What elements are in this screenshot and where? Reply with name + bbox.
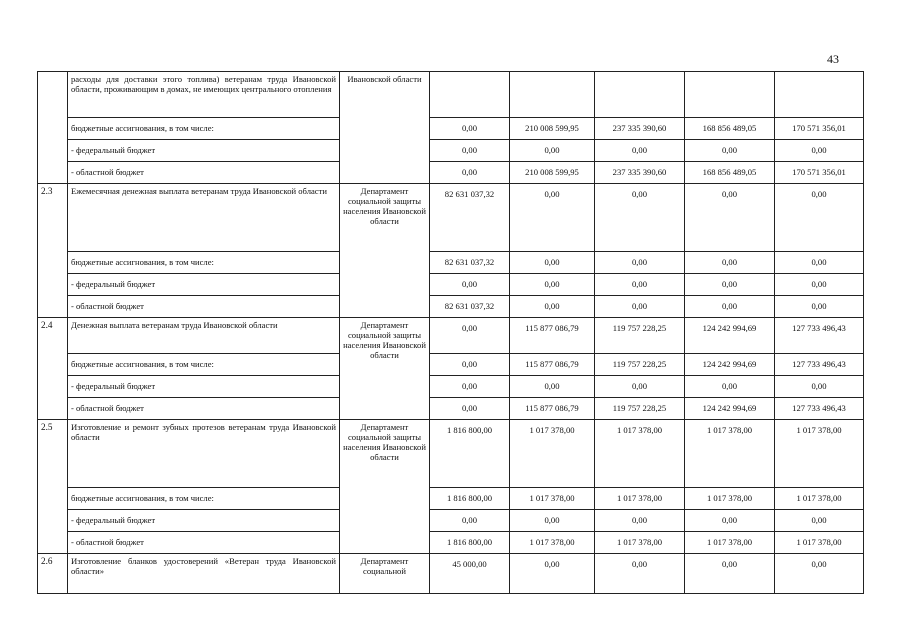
amount-cell: 0,00 bbox=[595, 296, 685, 318]
table-row bbox=[38, 296, 864, 318]
amount-cell: 0,00 bbox=[775, 274, 864, 296]
amount-cell: 127 733 496,43 bbox=[775, 318, 864, 354]
amount-cell: 0,00 bbox=[595, 510, 685, 532]
amount-cell: 115 877 086,79 bbox=[510, 354, 595, 376]
amount-cell bbox=[510, 72, 595, 118]
amount-cell: 0,00 bbox=[685, 274, 775, 296]
amount-cell: 0,00 bbox=[430, 140, 510, 162]
amount-cell: 1 017 378,00 bbox=[510, 488, 595, 510]
amount-cell: 119 757 228,25 bbox=[595, 354, 685, 376]
budget-table bbox=[37, 71, 864, 594]
amount-cell: 0,00 bbox=[685, 376, 775, 398]
item-number: 2.4 bbox=[38, 318, 68, 420]
amount-cell: 45 000,00 bbox=[430, 554, 510, 594]
table-row bbox=[38, 72, 864, 118]
amount-cell: 0,00 bbox=[685, 510, 775, 532]
amount-cell: 0,00 bbox=[775, 376, 864, 398]
amount-cell: 170 571 356,01 bbox=[775, 162, 864, 184]
table-row bbox=[38, 140, 864, 162]
amount-cell: 1 816 800,00 bbox=[430, 488, 510, 510]
amount-cell: 1 017 378,00 bbox=[595, 488, 685, 510]
table-row bbox=[38, 354, 864, 376]
responsible-org: Ивановской области bbox=[340, 72, 430, 184]
budget-line-label: бюджетные ассигнования, в том числе: bbox=[68, 252, 340, 274]
budget-line-label: бюджетные ассигнования, в том числе: bbox=[68, 488, 340, 510]
amount-cell: 0,00 bbox=[510, 252, 595, 274]
amount-cell: 0,00 bbox=[430, 274, 510, 296]
table-row bbox=[38, 252, 864, 274]
amount-cell: 0,00 bbox=[685, 184, 775, 252]
amount-cell: 237 335 390,60 bbox=[595, 118, 685, 140]
amount-cell: 1 017 378,00 bbox=[595, 420, 685, 488]
amount-cell: 82 631 037,32 bbox=[430, 184, 510, 252]
item-name: Изготовление бланков удостоверений «Ветеран труда Ивановской области» bbox=[68, 554, 340, 594]
responsible-org: Департамент социальной защиты населения Ивановской области bbox=[340, 420, 430, 554]
amount-cell: 1 816 800,00 bbox=[430, 420, 510, 488]
amount-cell: 124 242 994,69 bbox=[685, 318, 775, 354]
budget-line-label: - областной бюджет bbox=[68, 162, 340, 184]
table-row bbox=[38, 118, 864, 140]
item-number bbox=[38, 72, 68, 184]
amount-cell: 1 017 378,00 bbox=[685, 532, 775, 554]
responsible-org: Департамент социальной защиты населения Ивановской области bbox=[340, 318, 430, 420]
amount-cell: 0,00 bbox=[510, 296, 595, 318]
amount-cell: 1 816 800,00 bbox=[430, 532, 510, 554]
amount-cell: 0,00 bbox=[595, 184, 685, 252]
item-number: 2.5 bbox=[38, 420, 68, 554]
amount-cell: 0,00 bbox=[510, 184, 595, 252]
amount-cell: 0,00 bbox=[775, 296, 864, 318]
responsible-org: Департамент социальной защиты населения Ивановской области bbox=[340, 184, 430, 318]
amount-cell: 168 856 489,05 bbox=[685, 162, 775, 184]
table-row bbox=[38, 318, 864, 354]
item-number: 2.6 bbox=[38, 554, 68, 594]
amount-cell: 127 733 496,43 bbox=[775, 354, 864, 376]
amount-cell: 119 757 228,25 bbox=[595, 398, 685, 420]
item-name: Ежемесячная денежная выплата ветеранам труда Ивановской области bbox=[68, 184, 340, 252]
amount-cell: 0,00 bbox=[595, 140, 685, 162]
amount-cell: 0,00 bbox=[775, 140, 864, 162]
amount-cell: 0,00 bbox=[430, 510, 510, 532]
item-name: расходы для доставки этого топлива) ветеранам труда Ивановской области, проживающим в домах, не имеющих центрального отопления bbox=[68, 72, 340, 118]
amount-cell: 0,00 bbox=[685, 140, 775, 162]
budget-line-label: - федеральный бюджет bbox=[68, 140, 340, 162]
amount-cell: 119 757 228,25 bbox=[595, 318, 685, 354]
amount-cell: 1 017 378,00 bbox=[775, 420, 864, 488]
amount-cell: 124 242 994,69 bbox=[685, 398, 775, 420]
amount-cell: 1 017 378,00 bbox=[685, 488, 775, 510]
amount-cell: 0,00 bbox=[430, 376, 510, 398]
amount-cell: 1 017 378,00 bbox=[775, 488, 864, 510]
amount-cell: 0,00 bbox=[595, 554, 685, 594]
amount-cell: 210 008 599,95 bbox=[510, 118, 595, 140]
responsible-org: Департамент социальной bbox=[340, 554, 430, 594]
amount-cell: 0,00 bbox=[775, 554, 864, 594]
table-row bbox=[38, 274, 864, 296]
amount-cell: 82 631 037,32 bbox=[430, 296, 510, 318]
amount-cell: 170 571 356,01 bbox=[775, 118, 864, 140]
amount-cell: 237 335 390,60 bbox=[595, 162, 685, 184]
amount-cell: 0,00 bbox=[775, 184, 864, 252]
table-row bbox=[38, 184, 864, 252]
amount-cell bbox=[775, 72, 864, 118]
amount-cell: 0,00 bbox=[430, 318, 510, 354]
table-row bbox=[38, 510, 864, 532]
amount-cell: 0,00 bbox=[685, 296, 775, 318]
table-row bbox=[38, 398, 864, 420]
amount-cell: 210 008 599,95 bbox=[510, 162, 595, 184]
budget-line-label: бюджетные ассигнования, в том числе: bbox=[68, 118, 340, 140]
budget-line-label: - областной бюджет bbox=[68, 398, 340, 420]
budget-line-label: - федеральный бюджет bbox=[68, 376, 340, 398]
table-row bbox=[38, 420, 864, 488]
budget-line-label: - областной бюджет bbox=[68, 296, 340, 318]
budget-line-label: - областной бюджет bbox=[68, 532, 340, 554]
amount-cell: 0,00 bbox=[685, 554, 775, 594]
amount-cell: 1 017 378,00 bbox=[595, 532, 685, 554]
amount-cell: 1 017 378,00 bbox=[775, 532, 864, 554]
amount-cell: 0,00 bbox=[595, 376, 685, 398]
amount-cell: 0,00 bbox=[510, 274, 595, 296]
amount-cell bbox=[430, 72, 510, 118]
amount-cell: 124 242 994,69 bbox=[685, 354, 775, 376]
amount-cell: 0,00 bbox=[775, 252, 864, 274]
table-row bbox=[38, 554, 864, 594]
budget-line-label: бюджетные ассигнования, в том числе: bbox=[68, 354, 340, 376]
amount-cell: 0,00 bbox=[510, 510, 595, 532]
amount-cell: 168 856 489,05 bbox=[685, 118, 775, 140]
amount-cell: 1 017 378,00 bbox=[510, 420, 595, 488]
amount-cell: 0,00 bbox=[685, 252, 775, 274]
amount-cell: 127 733 496,43 bbox=[775, 398, 864, 420]
budget-line-label: - федеральный бюджет bbox=[68, 274, 340, 296]
budget-line-label: - федеральный бюджет bbox=[68, 510, 340, 532]
amount-cell: 0,00 bbox=[430, 118, 510, 140]
amount-cell: 0,00 bbox=[595, 252, 685, 274]
item-name: Денежная выплата ветеранам труда Ивановской области bbox=[68, 318, 340, 354]
amount-cell: 0,00 bbox=[430, 398, 510, 420]
amount-cell bbox=[595, 72, 685, 118]
amount-cell: 0,00 bbox=[430, 162, 510, 184]
table-row bbox=[38, 532, 864, 554]
table-row bbox=[38, 488, 864, 510]
amount-cell: 1 017 378,00 bbox=[685, 420, 775, 488]
amount-cell: 0,00 bbox=[510, 554, 595, 594]
amount-cell: 0,00 bbox=[510, 140, 595, 162]
amount-cell: 0,00 bbox=[510, 376, 595, 398]
amount-cell: 0,00 bbox=[430, 354, 510, 376]
amount-cell: 115 877 086,79 bbox=[510, 398, 595, 420]
item-number: 2.3 bbox=[38, 184, 68, 318]
amount-cell bbox=[685, 72, 775, 118]
table-row bbox=[38, 162, 864, 184]
amount-cell: 115 877 086,79 bbox=[510, 318, 595, 354]
page-number: 43 bbox=[827, 52, 839, 66]
amount-cell: 1 017 378,00 bbox=[510, 532, 595, 554]
amount-cell: 82 631 037,32 bbox=[430, 252, 510, 274]
amount-cell: 0,00 bbox=[775, 510, 864, 532]
table-row bbox=[38, 376, 864, 398]
item-name: Изготовление и ремонт зубных протезов ветеранам труда Ивановской области bbox=[68, 420, 340, 488]
amount-cell: 0,00 bbox=[595, 274, 685, 296]
